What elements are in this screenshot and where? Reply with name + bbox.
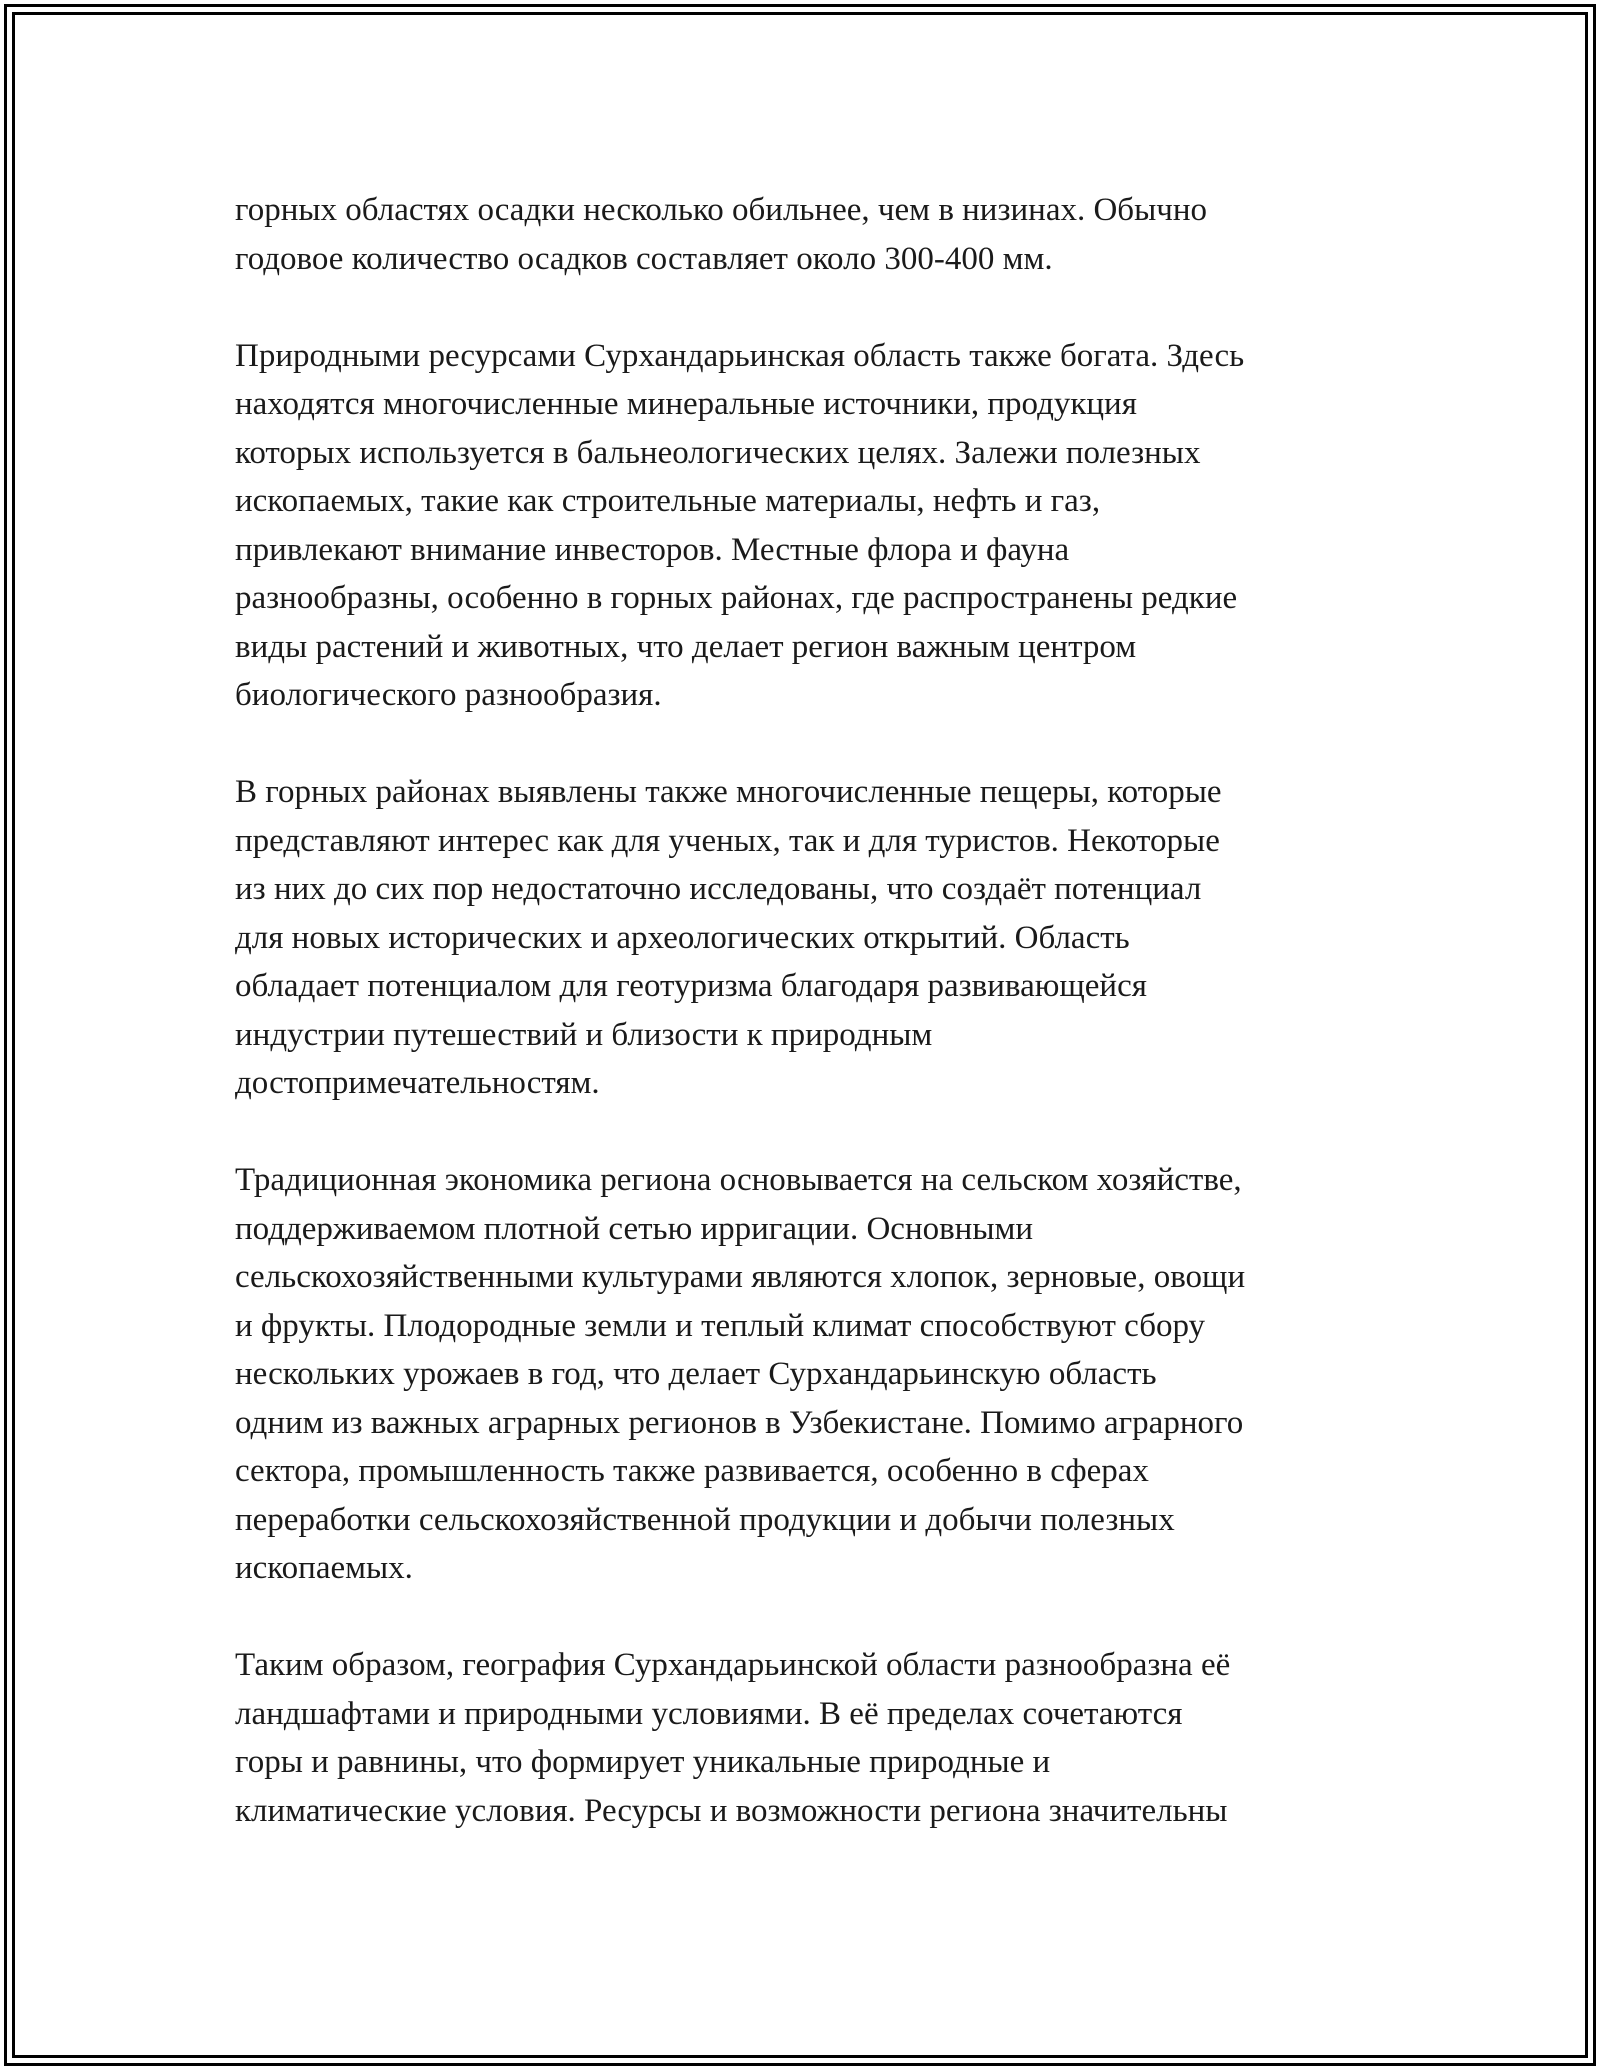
text-line: разнообразны, особенно в горных районах, где распространены редкие [235, 580, 1238, 616]
text-line: из них до сих пор недостаточно исследованы, что создаёт потенциал [235, 871, 1202, 907]
text-line: ископаемых, такие как строительные материалы, нефть и газ, [235, 483, 1101, 519]
text-line: индустрии путешествий и близости к природным [235, 1016, 933, 1053]
text-line: представляют интерес как для ученых, так и для туристов. Некоторые [235, 822, 1220, 859]
text-line: которых используется в бальнеологических целях. Залежи полезных [235, 434, 1201, 471]
text-line: горы и равнины, что формирует уникальные природные и [235, 1744, 1051, 1780]
text-line: ландшафтами и природными условиями. В её пределах сочетаются [235, 1695, 1183, 1732]
text-line: находятся многочисленные минеральные источники, продукция [235, 386, 1137, 422]
text-line: одним из важных аграрных регионов в Узбекистане. Помимо аграрного [235, 1404, 1244, 1441]
text-line: переработки сельскохозяйственной продукции и добычи полезных [235, 1501, 1175, 1538]
text-line: обладает потенциалом для геотуризма благодаря развивающейся [235, 968, 1147, 1004]
document-body [235, 186, 1395, 1884]
text-line: горных областях осадки несколько обильнее, чем в низинах. Обычно [235, 192, 1208, 228]
paragraph-natural-resources [235, 332, 1395, 720]
text-line: достопримечательностям. [235, 1065, 600, 1101]
text-line: привлекают внимание инвесторов. Местные флора и фауна [235, 531, 1070, 568]
text-line: годовое количество осадков составляет около 300-400 мм. [235, 240, 1053, 277]
text-line: В горных районах выявлены также многочисленные пещеры, которые [235, 774, 1222, 810]
text-line: ископаемых. [235, 1550, 413, 1586]
text-line: и фрукты. Плодородные земли и теплый климат способствуют сбору [235, 1307, 1206, 1344]
text-line: поддерживаемом плотной сетью ирригации. Основными [235, 1210, 1034, 1247]
paragraph-conclusion [235, 1641, 1395, 1835]
text-line: Таким образом, география Сурхандарьинской области разнообразна её [235, 1647, 1231, 1683]
text-line: Природными ресурсами Сурхандарьинская область также богата. Здесь [235, 337, 1245, 374]
paragraph-economy [235, 1156, 1395, 1593]
text-line: виды растений и животных, что делает регион важным центром [235, 628, 1137, 665]
text-line: сектора, промышленность также развивается, особенно в сферах [235, 1453, 1149, 1489]
text-line: сельскохозяйственными культурами являются хлопок, зерновые, овощи [235, 1259, 1246, 1295]
paragraph-precipitation [235, 186, 1395, 283]
text-line: Традиционная экономика региона основывается на сельском хозяйстве, [235, 1162, 1242, 1198]
text-line: нескольких урожаев в год, что делает Сурхандарьинскую область [235, 1356, 1157, 1392]
text-line: для новых исторических и археологических открытий. Область [235, 919, 1130, 956]
text-line: климатические условия. Ресурсы и возможности региона значительны [235, 1792, 1228, 1829]
text-line: биологического разнообразия. [235, 677, 662, 713]
paragraph-caves [235, 768, 1395, 1108]
